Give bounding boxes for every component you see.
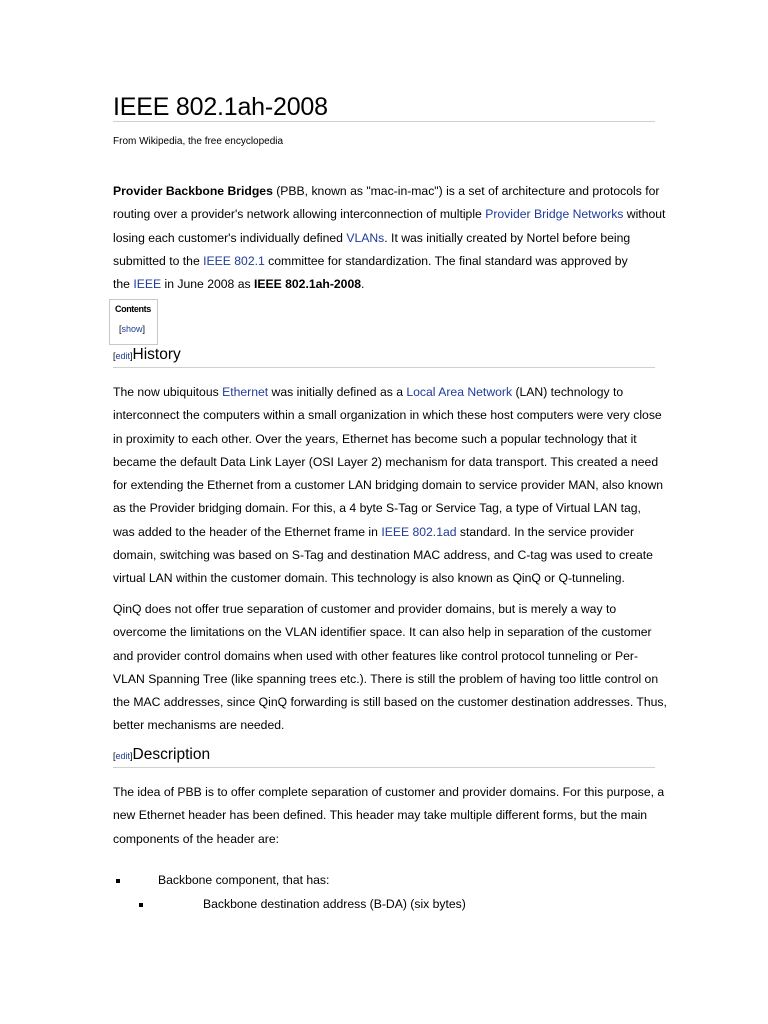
description-text: components of the header are: [113, 831, 279, 846]
list-item: Backbone component, that has: [158, 873, 330, 887]
history-text: (LAN) technology to [512, 385, 624, 399]
history-text: standard. In the service provider [456, 524, 635, 539]
toc-toggle [119, 324, 145, 334]
intro-text: committee for standardization. The final standard was approved by [264, 253, 628, 268]
intro-paragraph [113, 180, 666, 296]
description-heading-text: Description [132, 746, 211, 763]
link-vlans[interactable]: VLANs [346, 230, 385, 245]
history-text: became the default Data Link Layer (OSI Layer 2) mechanism for data transport. This created a need [113, 454, 659, 469]
history-text: The now ubiquitous [113, 385, 223, 399]
history-text: interconnect the computers within a small organization in which these host computers were very close [113, 408, 662, 423]
history-paragraph-2 [113, 598, 667, 738]
history-paragraph-1 [113, 381, 664, 591]
section-heading-history [113, 346, 181, 364]
history-text: and provider control domains when used with other features like control protocol tunneling or Per- [113, 648, 639, 663]
bullet-square-icon [139, 903, 143, 907]
bullet-square-icon [116, 879, 120, 883]
intro-bold-standard: IEEE 802.1ah-2008 [253, 277, 362, 292]
edit-link-history[interactable]: [edit] [113, 351, 133, 361]
intro-text: the [113, 277, 134, 292]
description-paragraph [113, 781, 665, 851]
history-text: as the Provider bridging domain. For this, a 4 byte S-Tag or Service Tag, a type of Virtual LAN tag, [113, 501, 641, 516]
intro-text: routing over a provider's network allowing interconnection of multiple [113, 207, 486, 222]
edit-link-history-text[interactable]: edit [115, 351, 131, 361]
history-text: in proximity to each other. Over the years, Ethernet has become such a popular technology that it [113, 431, 637, 446]
link-provider-bridge-networks[interactable]: Provider Bridge Networks [485, 207, 624, 222]
link-ieee-802-1ad[interactable]: IEEE 802.1ad [381, 524, 457, 539]
history-text: VLAN Spanning Tree (like spanning trees etc.). There is still the problem of having too little control on [113, 671, 659, 686]
description-text: new Ethernet header has been defined. This header may take multiple different forms, but the main [113, 808, 648, 823]
history-text: the MAC addresses, since QinQ forwarding is still based on the customer destination addresses. Thus, [113, 695, 667, 710]
history-heading-text: History [132, 346, 181, 363]
intro-text: without [623, 207, 666, 222]
table-of-contents [109, 299, 158, 345]
page-title: IEEE 802.1ah-2008 [113, 93, 328, 121]
intro-text: . [361, 277, 365, 292]
history-text: was initially defined as a [268, 385, 407, 399]
link-ieee[interactable]: IEEE [133, 277, 162, 292]
history-text: for extending the Ethernet from a customer LAN bridging domain to service provider MAN, also known [113, 478, 664, 493]
intro-text: losing each customer's individually defined [113, 230, 347, 245]
history-divider [113, 367, 655, 368]
toc-show-link[interactable]: show [121, 324, 143, 334]
title-divider [113, 121, 655, 122]
link-ieee-802-1[interactable]: IEEE 802.1 [203, 253, 265, 268]
intro-text: submitted to the [113, 253, 204, 268]
section-heading-description [113, 746, 210, 764]
link-ethernet[interactable]: Ethernet [222, 385, 269, 399]
toc-bracket: ] [142, 324, 146, 334]
link-local-area-network[interactable]: Local Area Network [406, 385, 513, 399]
description-divider [113, 767, 655, 768]
description-text: The idea of PBB is to offer complete separation of customer and provider domains. For this purpose, a [113, 785, 665, 799]
intro-text: . It was initially created by Nortel before being [384, 230, 631, 245]
page-subtitle: From Wikipedia, the free encyclopedia [113, 136, 284, 147]
edit-link-description[interactable]: [edit] [113, 751, 133, 761]
toc-title: Contents [115, 304, 151, 314]
intro-text: in June 2008 as [161, 277, 254, 292]
edit-link-description-text[interactable]: edit [115, 751, 131, 761]
intro-bold-term: Provider Backbone Bridges [113, 184, 273, 198]
list-item: Backbone destination address (B-DA) (six bytes) [203, 897, 466, 911]
history-text: QinQ does not offer true separation of customer and provider domains, but is merely a way to [113, 602, 617, 616]
history-text: virtual LAN within the customer domain. This technology is also known as QinQ or Q-tunneling. [113, 571, 625, 586]
history-text: overcome the limitations on the VLAN identifier space. It can also help in separation of the customer [113, 625, 652, 640]
toc-bracket: [ [119, 324, 122, 334]
history-text: was added to the header of the Ethernet frame in [113, 524, 382, 539]
intro-text: (PBB, known as "mac-in-mac") is a set of architecture and protocols for [272, 184, 660, 198]
history-text: better mechanisms are needed. [113, 718, 285, 733]
history-text: domain, switching was based on S-Tag and destination MAC address, and C-tag was used to create [113, 548, 653, 563]
